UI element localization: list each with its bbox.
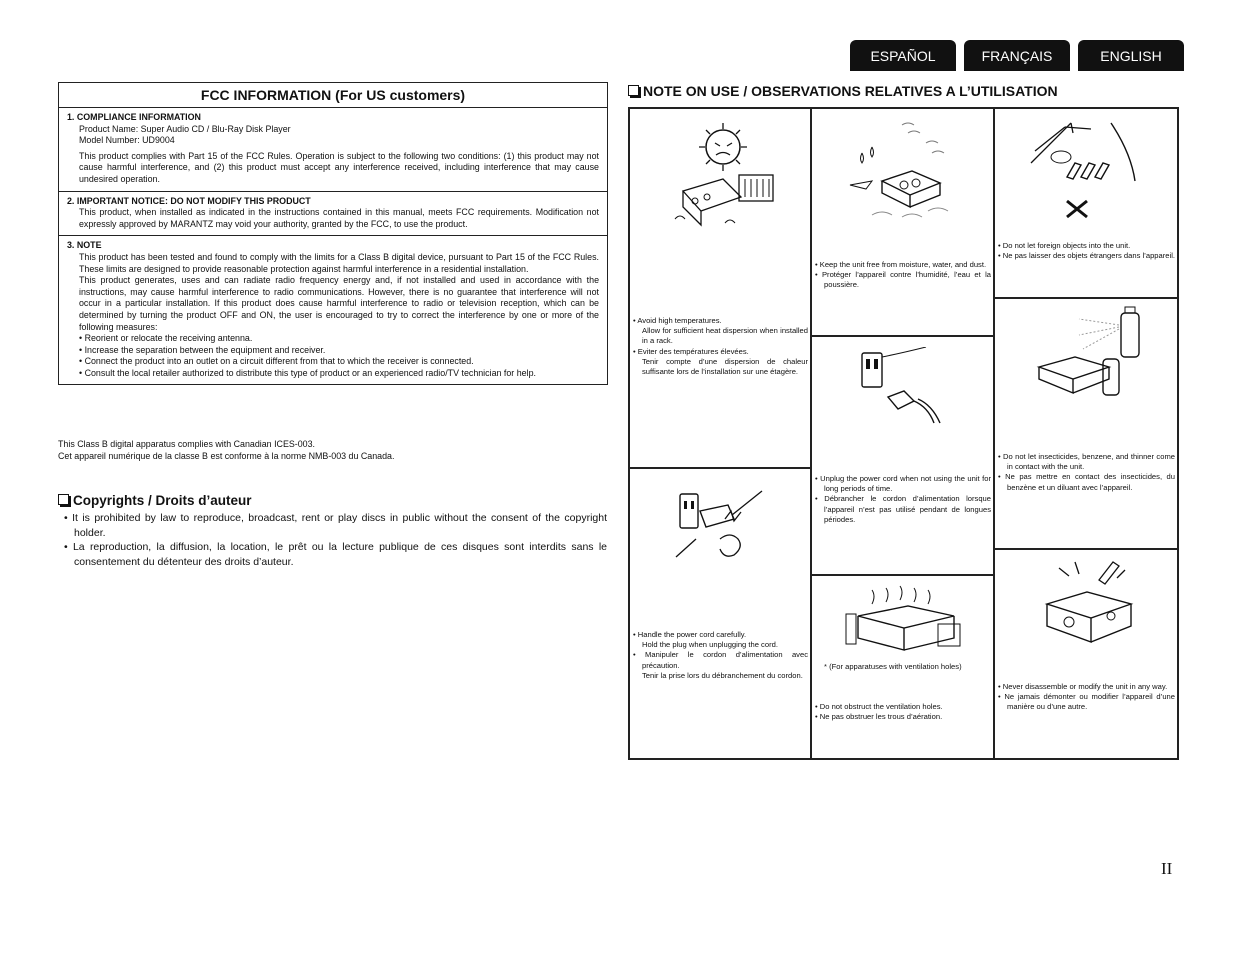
fcc-paragraph: This product generates, uses and can radiate radio frequency energy and, if not installed and used in accordance with the instructions, may cause harmful interference to radio communications. However, there is no guarantee that interference will not occur in a particular installation. If this product does cause harmful interference to radio or television reception, which can be determined by turning the product OFF and ON, the user is encouraged to try to correct the interference by one or more of the following measures: [79,275,599,332]
language-tabs [850,40,1184,71]
note-sub-item: Hold the plug when unplugging the cord. [642,640,778,650]
note-item: • Unplug the power cord when not using the unit for long periods of time. [815,474,991,494]
note-item: • Never disassemble or modify the unit in any way. [998,682,1168,691]
fcc-paragraph: This product, when installed as indicated in the instructions contained in this manual, meets FCC requirements. Modification not expressly approved by MARANTZ may void your authority, granted by the FCC, to use the product. [79,207,599,229]
spray-insecticide-illustration-icon [1031,305,1146,405]
note-on-use-heading [628,83,1058,99]
cell-text [998,452,1175,493]
cell-text [998,241,1175,261]
fcc-paragraph: This product complies with Part 15 of the FCC Rules. Operation is subject to the following two conditions: (1) this product may not cause harmful interference, and (2) this product must accept any interference received, including interference that may cause undesired operation. [79,150,599,184]
note-item: • Ne jamais démonter ou modifier l’appareil d’une manière ou d’une autre. [998,692,1175,712]
fcc-section-heading: 3. NOTE [67,240,102,251]
note-item: • Ne pas laisser des objets étrangers dans l’appareil. [998,251,1175,261]
list-item: • La reproduction, la diffusion, la location, le prêt ou la lecture publique de ces disques sont interdits sans le consentement du détenteur des droits d’auteur. [64,541,607,568]
ventilation-illustration-icon [842,584,962,654]
fcc-section-notice [59,192,607,237]
note-item: • Protéger l’appareil contre l’humidité, l’eau et la poussière. [815,270,991,290]
cell-insecticides [994,298,1178,549]
cell-moisture [811,108,994,336]
cell-disassemble [994,549,1178,759]
note-item: • Do not obstruct the ventilation holes. [815,702,943,711]
model-number: Model Number: UD9004 [79,135,175,146]
note-item: • Keep the unit free from moisture, water, and dust. [815,260,987,269]
fcc-measure-item: • Increase the separation between the equipment and receiver. [79,344,326,355]
unplugged-cord-illustration-icon [852,347,952,432]
note-item: • Ne pas mettre en contact des insecticides, du benzène et un diluant avec l’appareil. [998,472,1175,492]
canada-line-en: This Class B digital apparatus complies with Canadian ICES-003. [58,439,316,449]
power-cord-plug-illustration-icon [670,479,775,564]
note-item: • Avoid high temperatures. [633,316,722,325]
cell-foreign-objects [994,108,1178,298]
sun-heat-illustration-icon [665,119,780,234]
note-sub-item: Tenir la prise lors du débranchement du cordon. [642,670,803,680]
fcc-section-heading: 2. IMPORTANT NOTICE: DO NOT MODIFY THIS PRODUCT [67,195,311,206]
page-number: II [1161,859,1173,878]
fcc-section-note [59,236,607,384]
note-item: • Débrancher le cordon d’alimentation lorsque l’appareil n’est pas utilisé pendant de longues périodes. [815,494,991,524]
cell-text [633,630,808,681]
copyrights-title: Copyrights / Droits d’auteur [73,493,252,508]
copyrights-heading [58,493,252,508]
disassemble-illustration-icon [1039,556,1149,656]
fcc-measure-item: • Connect the product into an outlet on a circuit different from that to which the receiver is connected. [79,356,474,367]
note-title: NOTE ON USE / OBSERVATIONS RELATIVES A L’UTILISATION [643,83,1058,99]
note-item: • Ne pas obstruer les trous d’aération. [815,712,943,722]
cell-text [815,702,991,722]
fcc-measure-item: • Reorient or relocate the receiving antenna. [79,333,253,344]
product-name: Product Name: Super Audio CD / Blu-Ray Disk Player [79,123,291,134]
copyrights-list [64,511,607,569]
cell-ventilation [811,575,994,759]
cell-unplug [811,336,994,575]
fcc-paragraph: This product has been tested and found to comply with the limits for a Class B digital device, pursuant to Part 15 of the FCC Rules. These limits are designed to provide reasonable protection against harmful interference in a residential installation. [79,251,599,274]
fcc-measure-item: • Consult the local retailer authorized to distribute this type of product or an experienced radio/TV technician for help. [79,367,536,378]
fcc-information-box [58,82,608,385]
tab-english[interactable]: ENGLISH [1078,40,1184,71]
tab-francais[interactable]: FRANÇAIS [964,40,1070,71]
fcc-section-compliance [59,108,607,192]
cell-text [815,474,991,525]
tab-espanol[interactable]: ESPAÑOL [850,40,956,71]
cell-text [633,316,808,377]
list-item: • It is prohibited by law to reproduce, broadcast, rent or play discs in public without the consent of the copyright holder. [64,512,607,539]
note-item: • Do not let insecticides, benzene, and thinner come in contact with the unit. [998,452,1175,472]
foreign-objects-illustration-icon [1025,117,1145,222]
fcc-section-heading: 1. COMPLIANCE INFORMATION [67,112,201,122]
note-item: • Handle the power cord carefully. [633,630,747,639]
cell-text [998,682,1175,713]
checkbox-square-icon [58,494,69,505]
note-on-use-grid [628,107,1179,760]
canada-line-fr: Cet appareil numérique de la classe B est conforme à la norme NMB-003 du Canada. [58,450,395,461]
note-sub-item: Allow for sufficient heat dispersion when installed in a rack. [642,326,808,346]
cell-power-cord [629,468,811,759]
fcc-title: FCC INFORMATION (For US customers) [59,83,607,108]
note-item: • Do not let foreign objects into the unit. [998,241,1131,250]
cell-text [815,260,991,291]
note-item: • Eviter des températures élevées. [633,346,749,356]
note-sub-item: Tenir compte d’une dispersion de chaleur suffisante lors de l’installation sur une étagère. [642,356,808,377]
note-item: • Manipuler le cordon d’alimentation avec précaution. [633,650,808,670]
canada-compliance [58,439,394,462]
cell-high-temperature [629,108,811,468]
moisture-dust-illustration-icon [842,119,962,224]
ventilation-note: * (For apparatuses with ventilation holes) [824,662,962,671]
checkbox-square-icon [628,85,639,96]
